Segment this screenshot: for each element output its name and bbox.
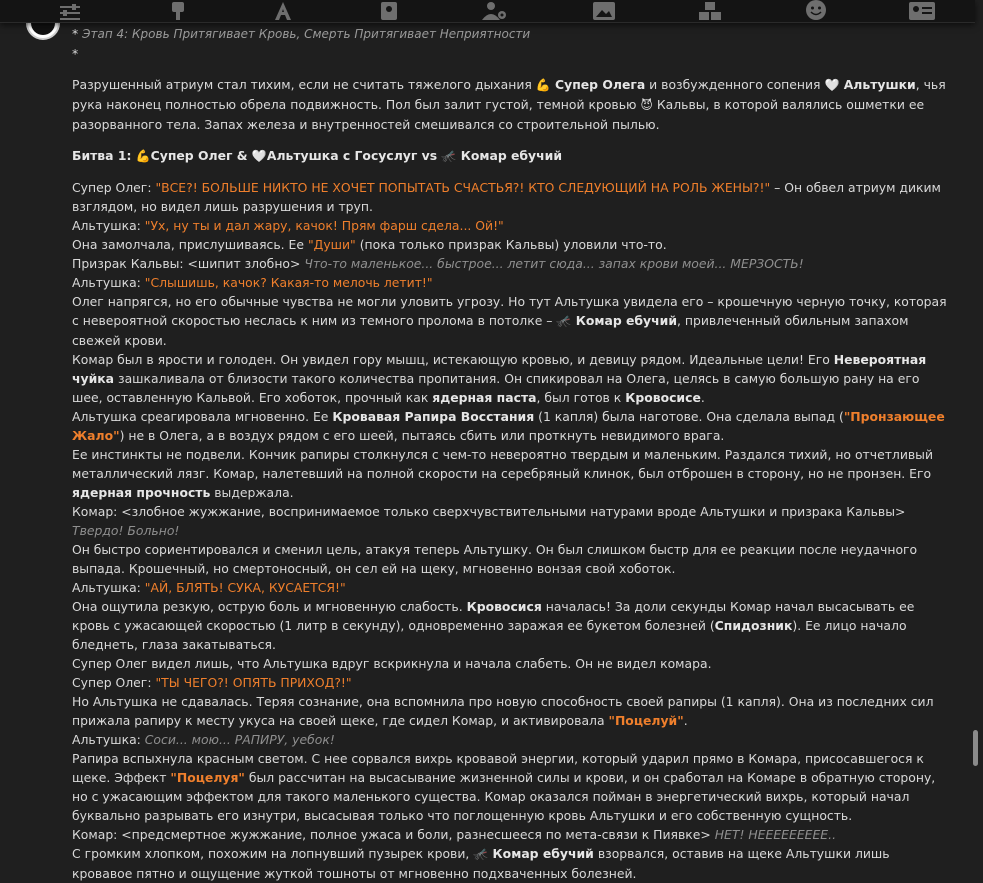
narration-line: Альтушка среагировала мгновенно. Ее Кровавая Рапира Восстания (1 капля) была наготове. Она сделала выпад ("Пронзающее Жало") не в Олега, а в воздух рядом с его шеей, пытаясь сбить или проткнуть невидимого врага. xyxy=(72,409,945,443)
chat-message xyxy=(72,24,952,883)
narration-line: Но Альтушка не сдавалась. Теряя сознание, она вспомнила про новую способность своей рапиры (1 капля). Она из последних сил прижала рапиру к месту укуса на своей щеке, где сидел Комар, и активировала "Поцелуй". xyxy=(72,694,934,728)
white-heart-icon: 🤍 xyxy=(824,78,840,92)
narration-line: Супер Олег видел лишь, что Альтушка вдруг вскрикнула и начала слабеть. Он не видел комара. xyxy=(72,656,712,671)
battle-heading: Битва 1: 💪Супер Олег & 🤍Альтушка с Госуслуг vs 🦟 Комар ебучий xyxy=(72,148,563,163)
narration-line: Комар был в ярости и голоден. Он увидел гору мышц, истекающую кровью, и девицу рядом. Идеальные цели! Его Невероятная чуйка зашкаливала от близости такого количества пропитания. Он спикировал на Олега, целясь в самую большую рану на его шее, оставленную Кальвой. Его хоботок, прочный как ядерная паста, был готов к Кровосисе. xyxy=(72,352,927,405)
devil-icon: 😈 xyxy=(640,98,653,112)
dialogue-line: Альтушка: "Ух, ну ты и дал жару, качок! Прям фарш сдела... Ой!" xyxy=(72,218,504,233)
mosquito-icon: 🦟 xyxy=(441,149,457,163)
font-icon[interactable] xyxy=(270,0,296,20)
stage-line: * Этап 4: Кровь Притягивает Кровь, Смерть Притягивает Неприятности xyxy=(72,26,531,41)
narration-line: Рапира вспыхнула красным светом. С нее сорвался вихрь кровавой энергии, который ударил прямо в Комара, присосавшегося к щеке. Эффект "Поцелуя" был рассчитан на высасывание жизненной силы и крови, и он сработал на Комаре в обратную сторону, но с ужасающим эффектом для такого маленького существа. Комар оказался пойман в энергетический вихрь, который начал буквально разрывать его изнутри, высасывая только что поглощенную кровь Альтушки и его собственную сущность. xyxy=(72,751,936,823)
book-icon[interactable] xyxy=(376,0,402,20)
narration-line: С громким хлопком, похожим на лопнувший пузырек крови, 🦟 Комар ебучий взорвался, оставив на щеке Альтушки лишь кровавое пятно и ощущение жуткой тошноты от мгновенно подхваченных болезней. xyxy=(72,846,890,881)
mosquito-icon: 🦟 xyxy=(556,314,572,328)
dialogue-line: Супер Олег: "ВСЕ?! БОЛЬШЕ НИКТО НЕ ХОЧЕТ ПОПЫТАТЬ СЧАСТЬЯ?! КТО СЛЕДУЮЩИЙ НА РОЛЬ ЖЕНЫ?!" – Он обвел атриум диким взглядом, но видел лишь разрушения и труп. xyxy=(72,180,941,214)
top-toolbar xyxy=(0,0,975,23)
smile-icon[interactable] xyxy=(803,0,829,20)
dialogue-line: Комар: <предсмертное жужжание, полное ужаса и боли, разнесшееся по мета-связи к Пиявке> НЕТ! НЕЕЕЕЕЕЕЕЕ.. xyxy=(72,827,837,842)
id-card-icon[interactable] xyxy=(909,0,935,20)
cubes-icon[interactable] xyxy=(697,0,723,20)
narration-line: Она ощутила резкую, острую боль и мгновенную слабость. Кровосися началась! За доли секунды Комар начал высасывать ее кровь с ужасающей скоростью (1 литр в секунду), одновременно заражая ее букетом болезней (Спидозник). Ее лицо начало бледнеть, глаза закатываться. xyxy=(72,599,915,652)
bullet-line: * xyxy=(72,46,79,61)
scrollbar-thumb[interactable] xyxy=(973,730,978,766)
dialogue-line: Комар: <злобное жужжание, воспринимаемое только сверхчувствительными натурами вроде Альтушки и призрака Кальвы> Твердо! Больно! xyxy=(72,504,906,538)
narration-line: Олег напрягся, но его обычные чувства не могли уловить угрозу. Но тут Альтушка увидела его – крошечную черную точку, которая с невероятной скоростью неслась к ним из темного пролома в потолке – 🦟 Комар ебучий, привлеченный обильным запахом свежей крови. xyxy=(72,294,947,348)
narration-line: Он быстро сориентировался и сменил цель, атакуя теперь Альтушку. Он был слишком быстр для ее реакции после неудачного выпада. Крошечный, но смертоносный, он сел ей на щеку, мгновенно вонзая свой хоботок. xyxy=(72,542,918,576)
flex-arm-icon: 💪 xyxy=(535,78,551,92)
mosquito-icon: 🦟 xyxy=(473,847,489,861)
flex-arm-icon: 💪 xyxy=(135,149,151,163)
scrollbar[interactable] xyxy=(973,24,979,836)
image-icon[interactable] xyxy=(591,0,617,20)
dialogue-line: Супер Олег: "ТЫ ЧЕГО?! ОПЯТЬ ПРИХОД?!" xyxy=(72,675,352,690)
narration-line: Она замолчала, прислушиваясь. Ее "Души" (пока только призрак Кальвы) уловили что-то. xyxy=(72,237,667,252)
white-heart-icon: 🤍 xyxy=(251,149,267,163)
sliders-icon[interactable] xyxy=(57,0,83,20)
dialogue-line: Альтушка: Соси... мою... РАПИРУ, уебок! xyxy=(72,732,335,747)
dialogue-line: Альтушка: "Слышишь, качок? Какая-то мелочь летит!" xyxy=(72,275,433,290)
dialogue-line: Призрак Кальвы: <шипит злобно> Что-то маленькое... быстрое... летит сюда... запах крови моей... МЕРЗОСТЬ! xyxy=(72,256,804,271)
intro-paragraph: Разрушенный атриум стал тихим, если не считать тяжелого дыхания 💪 Супер Олега и возбужденного сопения 🤍 Альтушки, чья рука наконец полностью обрела подвижность. Пол был залит густой, темной кровью 😈 Кальвы, в которой валялись ошметки ее разорванного тела. Запах железа и внутренностей смешивался со строительной пылью. xyxy=(72,77,946,132)
user-settings-icon[interactable] xyxy=(482,0,508,20)
stage-title: Этап 4: Кровь Притягивает Кровь, Смерть Притягивает Неприятности xyxy=(82,27,531,41)
plug-icon[interactable] xyxy=(165,0,191,20)
dialogue-line: Альтушка: "АЙ, БЛЯТЬ! СУКА, КУСАЕТСЯ!" xyxy=(72,580,346,595)
narration-line: Ее инстинкты не подвели. Кончик рапиры столкнулся с чем-то невероятно твердым и маленьким. Раздался тихий, но отчетливый металлический лязг. Комар, налетевший на полной скорости на серебряный клинок, был отброшен в сторону, но не пронзен. Его ядерная прочность выдержала. xyxy=(72,447,934,500)
